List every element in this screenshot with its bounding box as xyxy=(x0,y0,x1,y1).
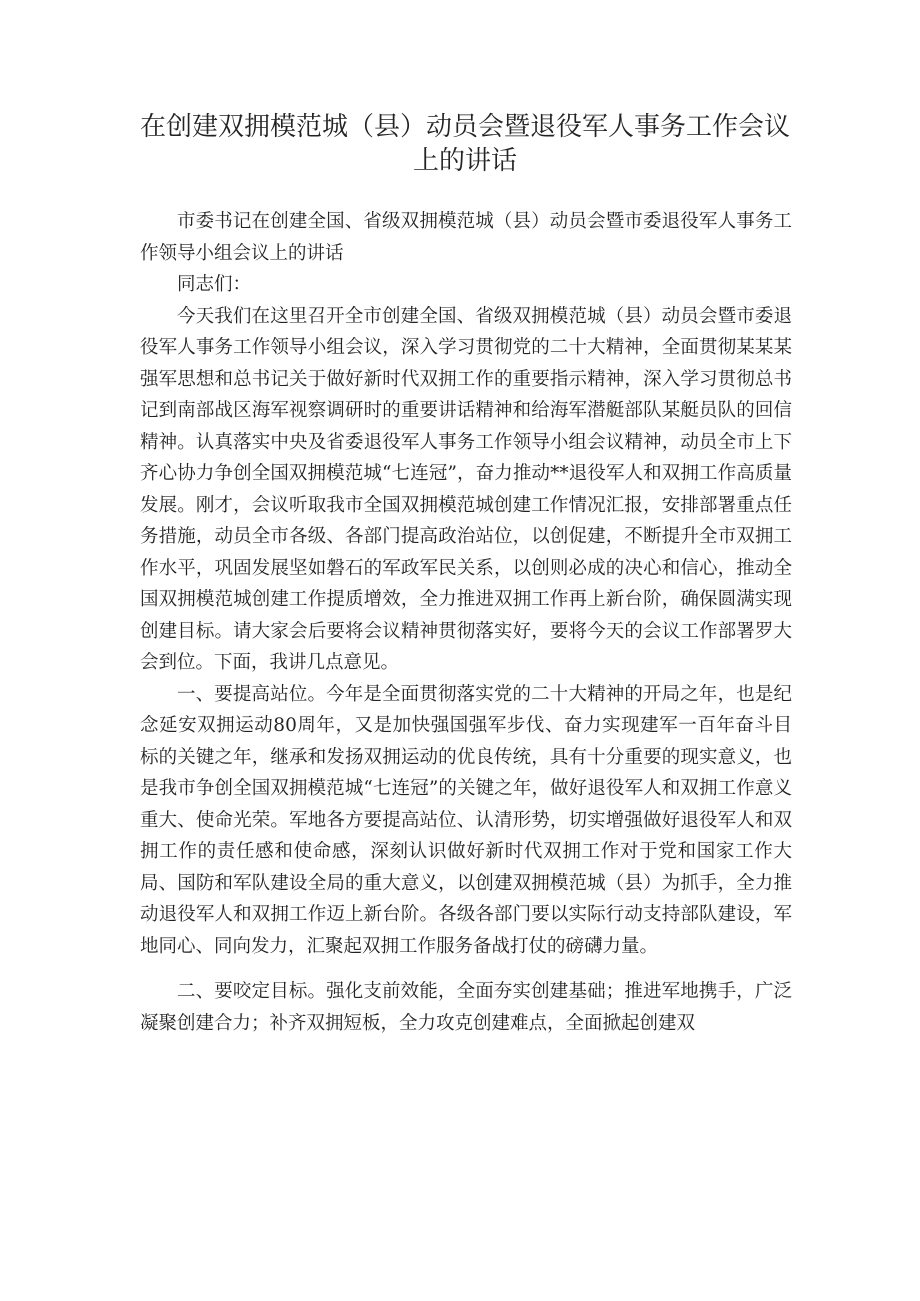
document-title: 在创建双拥模范城（县）动员会暨退役军人事务工作会议上的讲话 xyxy=(140,112,791,176)
paragraph-intro: 今天我们在这里召开全市创建全国、省级双拥模范城（县）动员会暨市委退役军人事务工作领导小组会议，深入学习贯彻党的二十大精神，全面贯彻某某某强军思想和总书记关于做好新时代双拥工作的重要指示精神，深入学习贯彻总书记到南部战区海军视察调研时的重要讲话精神和给海军潜艇部队某艇员队的回信精神。认真落实中央及省委退役军人事务工作领导小组会议精神，动员全市上下齐心协力争创全国双拥模范城“七连冠”，奋力推动**退役军人和双拥工作高质量发展。刚才，会议听取我市全国双拥模范城创建工作情况汇报，安排部署重点任务措施，动员全市各级、各部门提高政治站位，以创促建，不断提升全市双拥工作水平，巩固发展坚如磐石的军政军民关系，以创则必成的决心和信心，推动全国双拥模范城创建工作提质增效，全力推进双拥工作再上新台阶，确保圆满实现创建目标。请大家会后要将会议精神贯彻落实好，要将今天的会议工作部署罗大会到位。下面，我讲几点意见。 xyxy=(140,305,792,673)
document-body xyxy=(140,206,792,1039)
paragraph-point-two: 二、要咬定目标。强化支前效能，全面夯实创建基础；推进军地携手，广泛凝聚创建合力；补齐双拥短板，全力攻克创建难点，全面掀起创建双 xyxy=(140,981,792,1034)
paragraph-subtitle: 市委书记在创建全国、省级双拥模范城（县）动员会暨市委退役军人事务工作领导小组会议上的讲话 xyxy=(140,211,792,264)
paragraph-point-one: 一、要提高站位。今年是全面贯彻落实党的二十大精神的开局之年，也是纪念延安双拥运动80周年，又是加快强国强军步伐、奋力实现建军一百年奋斗目标的关键之年，继承和发扬双拥运动的优良传统，具有十分重要的现实意义，也是我市争创全国双拥模范城“七连冠”的关键之年，做好退役军人和双拥工作意义重大、使命光荣。军地各方要提高站位、认清形势，切实增强做好退役军人和双拥工作的责任感和使命感，深刻认识做好新时代双拥工作对于党和国家工作大局、国防和军队建设全局的重大意义，以创建双拥模范城（县）为抓手，全力推动退役军人和双拥工作迈上新台阶。各级各部门要以实际行动支持部队建设，军地同心、同向发力，汇聚起双拥工作服务备战打仗的磅礴力量。 xyxy=(140,683,792,957)
paragraph-greeting: 同志们： xyxy=(177,274,252,295)
